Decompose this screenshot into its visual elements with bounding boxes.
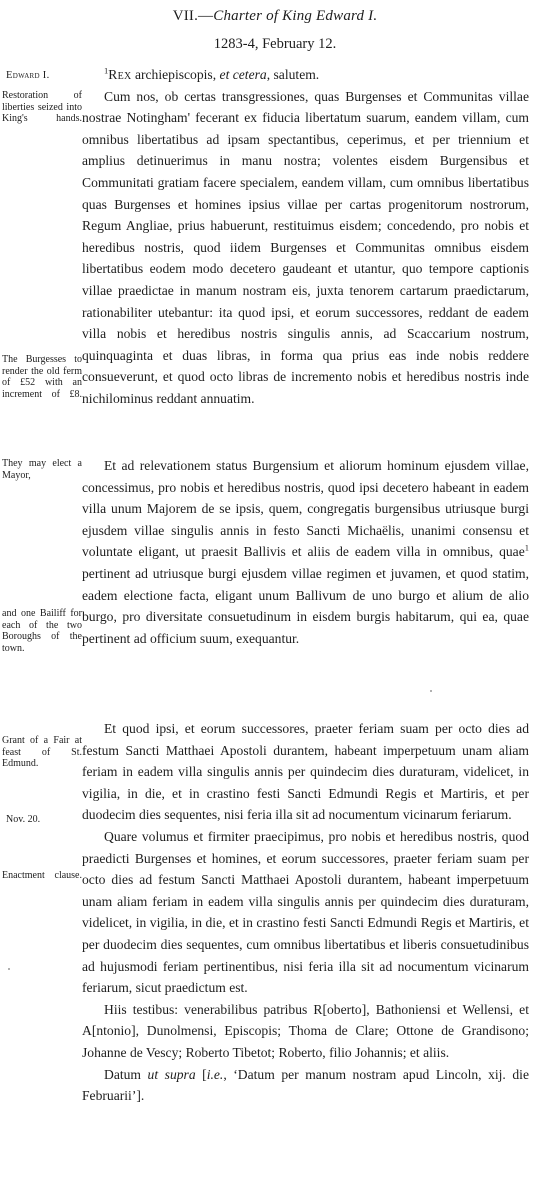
witnesses-paragraph: Hiis testibus: venerabilibus patribus R[oberto], Bathoniensi et Wellensi, et A[ntonio], Dunolmensi, Episcopis; Thoma de Clare; Ottone de Grandisono; Johanne de Vescy; Roberto Tibetot; Roberto, filio Johannis; et aliis. (82, 1001, 529, 1060)
margin-note-bailiff: and one Bailiff for each of the two Boroughs of the town. (2, 608, 82, 654)
charter-title (0, 8, 550, 25)
margin-note-burgesses: The Burgesses to render the old ferm of £52 with an increment of £8. (2, 354, 82, 400)
charter-body-part-3 (82, 718, 529, 1107)
charter-date: 1283-4, February 12. (213, 36, 337, 52)
charter-body-part-2 (82, 455, 529, 649)
datum-text-c: , ‘Datum per manum nostram apud Lincoln, xij. die Februarii’]. (82, 1066, 529, 1104)
rex-word: Rex (108, 67, 132, 82)
stray-mark (430, 690, 432, 692)
salutation-paragraph (82, 64, 529, 86)
enactment-paragraph: Quare volumus et firmiter praecipimus, pro nobis et heredibus nostris, quod praedicti Burgenses et homines, et eorum successores, praeter feriam suam per octo dies ad festum Sancti Matthaei Apostoli durantem, habeant imperpetuum unam aliam feriam in eadem villa singulis annis per quindecim dies duraturam, videlicet, in vigilia, in die, et in crastino festi Sancti Edmundi Regis et Martiris, et per duodecim dies sequentes, cum omnibus libertatibus et liberis consuetudinibus ad hujusmodi feriam pertinentibus, nisi feria illa sit ad nocumentum vicinarum feriarum, sicut praedictum est. (82, 828, 529, 996)
footnote-marker: 1 (104, 65, 109, 76)
restoration-paragraph: Cum nos, ob certas transgressiones, quas Burgenses et Communitas villae nostrae Notingham' fecerant ex fiducia libertatum suarum, eandem villam, cum omnibus libertatibus ad ipsam spectantibus, ceperimus, et per triennium et amplius detinuerimus in manu nostra; volentes eisdem Burgensibus et Communitati gratiam facere specialem, eandem villam, cum omnibus libertatibus quas Burgenses et homines ipsius villae per cartas progenitorum nostrorum, Regum Angliae, prius habuerunt, restituimus eisdem; concedendo, pro nobis et heredibus nostris, quod iidem Burgenses et Communitas omnibus eisdem libertatibus eodem modo decetero gaudeant et utantur, quo tempore captionis villae praedictae in manum nostram eis, juxta tenorem cartarum praedictarum, rationabiliter utebantur: ita quod ipsi, et eorum successores, reddant de eadem villa nobis et heredibus nostris singulis annis, ad Scaccarium nostrum, quinquaginta et duas libras, in forma qua prius eas inde nobis reddere consueverunt, et quod octo libras de incremento nobis et heredibus nostris inde nichilominus reddant annuatim. (82, 88, 529, 406)
mayor-paragraph (82, 455, 529, 649)
salutation-text-a: archiepiscopis, (131, 67, 220, 82)
fair-paragraph: Et quod ipsi, et eorum successores, praeter feriam suam per octo dies ad festum Sancti Matthaei Apostoli durantem, habeant imperpetuum unam aliam feriam in eadem villa singulis annis per quindecim dies duraturam, videlicet, in vigilia, in die, et in crastino festi Sancti Edmundi Regis et Martiris, et per duodecim dies sequentes, nisi feria illa sit ad nocumentum vicinarum feriarum. (82, 721, 529, 823)
margin-note-nov: Nov. 20. (6, 814, 41, 825)
margin-note-grant: Grant of a Fair at feast of St. Edmund. (2, 735, 82, 769)
margin-note-edward: Edward I. (6, 70, 50, 81)
footnote-marker-2: 1 (524, 542, 529, 553)
charter-body-part-1 (82, 64, 529, 410)
mayor-text-a: Et ad relevationem status Burgensium et aliorum hominum ejusdem villae, concessimus, pro nobis et heredibus nostris, quod ipsi decetero habeant in eadem villa unum Majorem de se ipsis, quem, congregatis burgensibus utriusque burgi ejusdem villae singulis annis in festo Sancti Michaëlis, unanimi consensu et voluntate eligant, ut praesit Ballivis et aliis de eadem villa in omnibus, quae (82, 458, 529, 560)
datum-text-a: Datum (104, 1066, 148, 1082)
margin-note-restoration: Restoration of liberties seized into King's hands. (2, 90, 82, 124)
datum-ut-supra: ut supra (147, 1066, 196, 1082)
datum-paragraph (82, 1064, 529, 1107)
salutation-text-b: , salutem. (266, 67, 320, 82)
mayor-text-b: pertinent ad utriusque burgi ejusdem villae regimen et juvamen, et quod statim, eadem electione facta, eligant unum Ballivum de uno burgo et alium de alio burgo, pro diversitate consuetudinum in eisdem burgis habitarum, qui ea, quae pertinent ad officium suum, exequantur. (82, 565, 529, 646)
title-prefix: VII.— (172, 8, 214, 24)
stray-mark (8, 968, 10, 970)
datum-text-b: [ (195, 1066, 207, 1082)
margin-note-enactment: Enactment clause. (2, 870, 82, 881)
margin-note-mayor: They may elect a Mayor, (2, 458, 82, 481)
title-italic: Charter of King Edward I. (213, 8, 378, 24)
datum-ie: i.e. (206, 1066, 224, 1082)
salutation-etcetera: et cetera (219, 67, 267, 82)
